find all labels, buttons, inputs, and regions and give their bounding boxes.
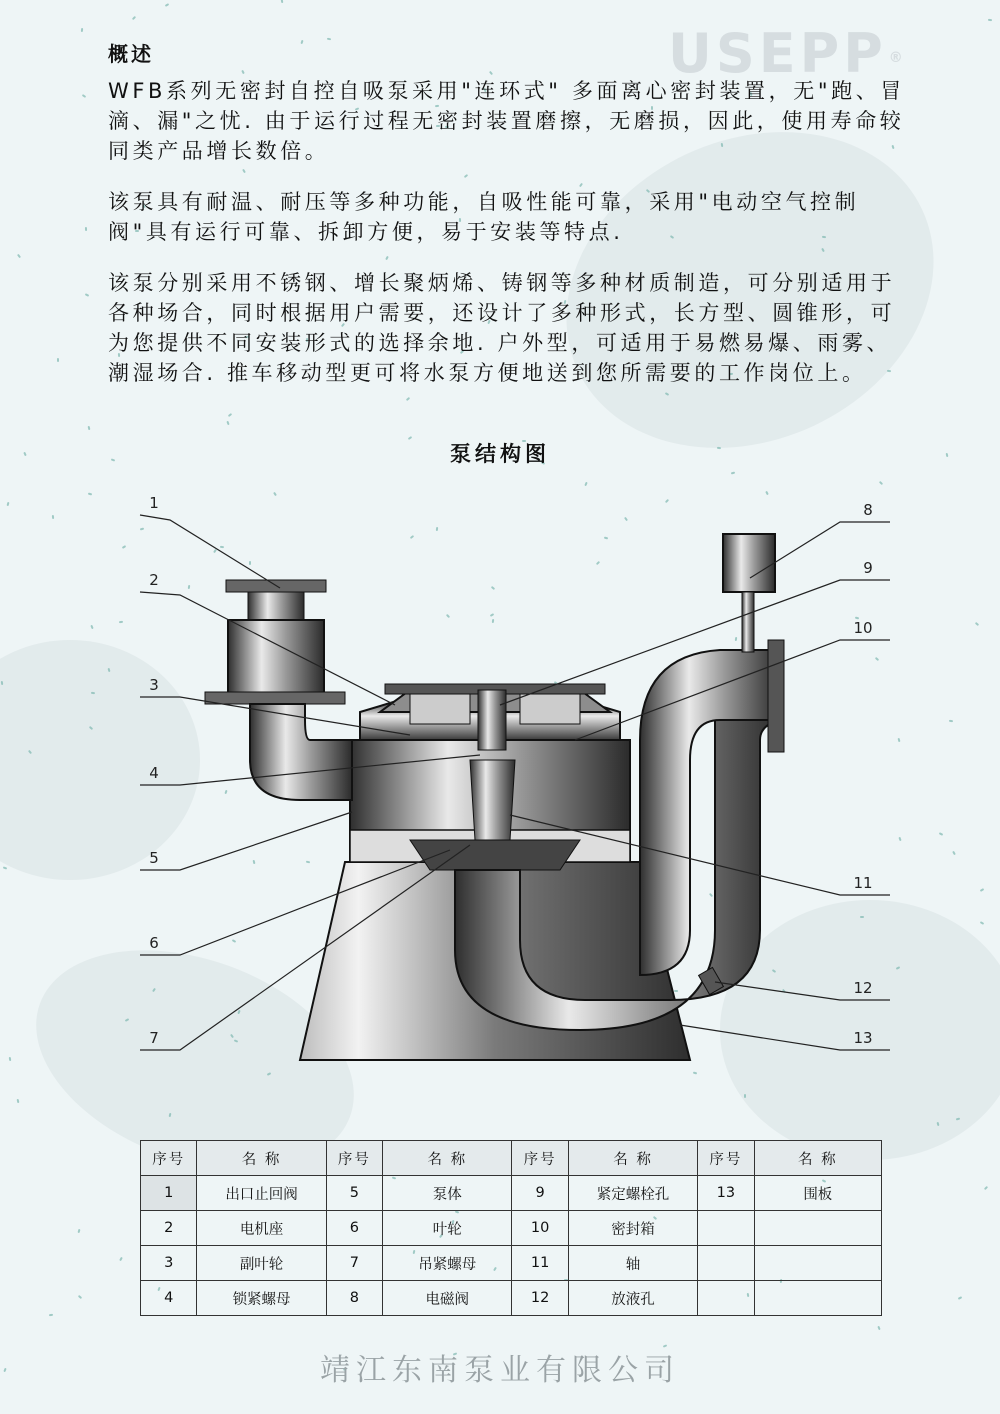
check-valve-flange bbox=[205, 692, 345, 704]
solenoid-valve-body bbox=[723, 534, 775, 592]
background-dot bbox=[78, 1295, 82, 1299]
table-cell: 2 bbox=[141, 1211, 197, 1246]
table-cell bbox=[698, 1281, 754, 1316]
table-cell: 放液孔 bbox=[568, 1281, 697, 1316]
table-cell bbox=[754, 1211, 881, 1246]
table-cell: 出口止回阀 bbox=[197, 1176, 326, 1211]
background-dot bbox=[877, 1326, 880, 1330]
top-impeller-left bbox=[410, 694, 470, 724]
table-header-row bbox=[141, 1141, 882, 1176]
background-dot bbox=[77, 1229, 80, 1233]
callout-number: 6 bbox=[149, 934, 159, 952]
callout-number: 12 bbox=[853, 979, 873, 997]
top-impeller-right bbox=[520, 694, 580, 724]
callout-number: 1 bbox=[149, 494, 159, 512]
table-row bbox=[141, 1281, 882, 1316]
background-dot bbox=[958, 1296, 962, 1300]
table-cell: 9 bbox=[512, 1176, 568, 1211]
background-dot bbox=[119, 1257, 123, 1261]
table-cell: 11 bbox=[512, 1246, 568, 1281]
table-cell bbox=[698, 1246, 754, 1281]
table-cell: 锁紧螺母 bbox=[197, 1281, 326, 1316]
table-cell bbox=[754, 1246, 881, 1281]
side-flange bbox=[768, 640, 784, 752]
table-header-cell: 序号 bbox=[698, 1141, 754, 1176]
shaft bbox=[478, 690, 506, 750]
table-cell: 电磁阀 bbox=[383, 1281, 512, 1316]
callout-number: 10 bbox=[853, 619, 873, 637]
diagram-title: 泵结构图 bbox=[450, 442, 550, 466]
table-cell: 6 bbox=[326, 1211, 382, 1246]
table-cell: 7 bbox=[326, 1246, 382, 1281]
table-row bbox=[141, 1246, 882, 1281]
callout-number: 4 bbox=[149, 764, 159, 782]
table-cell: 13 bbox=[698, 1176, 754, 1211]
table-header-cell: 名 称 bbox=[568, 1141, 697, 1176]
callout-number: 7 bbox=[149, 1029, 159, 1047]
table-header-cell: 名 称 bbox=[197, 1141, 326, 1176]
background-dot bbox=[49, 1314, 53, 1316]
background-dot bbox=[984, 1186, 988, 1190]
table-header-cell: 序号 bbox=[141, 1141, 197, 1176]
section-heading: 概述 bbox=[108, 42, 154, 66]
solenoid-valve-stem bbox=[742, 592, 754, 652]
outlet-pipe bbox=[248, 592, 304, 622]
table-cell: 副叶轮 bbox=[197, 1246, 326, 1281]
parts-table bbox=[140, 1140, 882, 1316]
callout-number: 9 bbox=[863, 559, 873, 577]
callout-number: 8 bbox=[863, 501, 873, 519]
table-cell: 1 bbox=[141, 1176, 197, 1211]
table-cell: 轴 bbox=[568, 1246, 697, 1281]
table-cell: 10 bbox=[512, 1211, 568, 1246]
table-cell: 3 bbox=[141, 1246, 197, 1281]
paragraph-materials: 该泵分别采用不锈钢、增长聚炳烯、铸钢等多种材质制造，可分别适用于各种场合，同时根据用户需要，还设计了多种形式，长方型、圆锥形，可为您提供不同安装形式的选择余地. 户外型，可适用于易燃易爆、雨雾、潮湿场合. 推车移动型更可将水泵方便地送到您所需要的工作岗位上。 bbox=[108, 271, 896, 385]
shaft-lower bbox=[470, 760, 515, 840]
table-header-cell: 序号 bbox=[512, 1141, 568, 1176]
table-cell: 紧定螺栓孔 bbox=[568, 1176, 697, 1211]
callout-number: 2 bbox=[149, 571, 159, 589]
paragraph-features: 该泵具有耐温、耐压等多种功能，自吸性能可靠，采用"电动空气控制阀"具有运行可靠、拆卸方便，易于安装等特点. bbox=[108, 190, 860, 244]
callout-number: 11 bbox=[853, 874, 873, 892]
table-cell: 围板 bbox=[754, 1176, 881, 1211]
table-cell: 吊紧螺母 bbox=[383, 1246, 512, 1281]
paragraph-intro: WFB系列无密封自控自吸泵采用"连环式" 多面离心密封装置，无"跑、冒滴、漏"之忧. 由于运行过程无密封装置磨擦，无磨损，因此，使用寿命较同类产品增长数倍。 bbox=[108, 79, 905, 163]
table-cell: 8 bbox=[326, 1281, 382, 1316]
table-header-cell: 名 称 bbox=[383, 1141, 512, 1176]
table-header-cell: 序号 bbox=[326, 1141, 382, 1176]
table-cell: 泵体 bbox=[383, 1176, 512, 1211]
callout-number: 5 bbox=[149, 849, 159, 867]
inlet-elbow bbox=[250, 704, 352, 800]
callout-number: 13 bbox=[853, 1029, 873, 1047]
table-row bbox=[141, 1211, 882, 1246]
table-cell: 叶轮 bbox=[383, 1211, 512, 1246]
table-cell: 5 bbox=[326, 1176, 382, 1211]
table-cell: 4 bbox=[141, 1281, 197, 1316]
table-row bbox=[141, 1176, 882, 1211]
callout-number: 3 bbox=[149, 676, 159, 694]
table-cell bbox=[754, 1281, 881, 1316]
table-cell: 电机座 bbox=[197, 1211, 326, 1246]
table-cell bbox=[698, 1211, 754, 1246]
company-name: 靖江东南泵业有限公司 bbox=[320, 1353, 680, 1388]
table-header-cell: 名 称 bbox=[754, 1141, 881, 1176]
brand-logo: USEPP ® bbox=[668, 22, 907, 85]
table-cell: 密封箱 bbox=[568, 1211, 697, 1246]
table-cell: 12 bbox=[512, 1281, 568, 1316]
